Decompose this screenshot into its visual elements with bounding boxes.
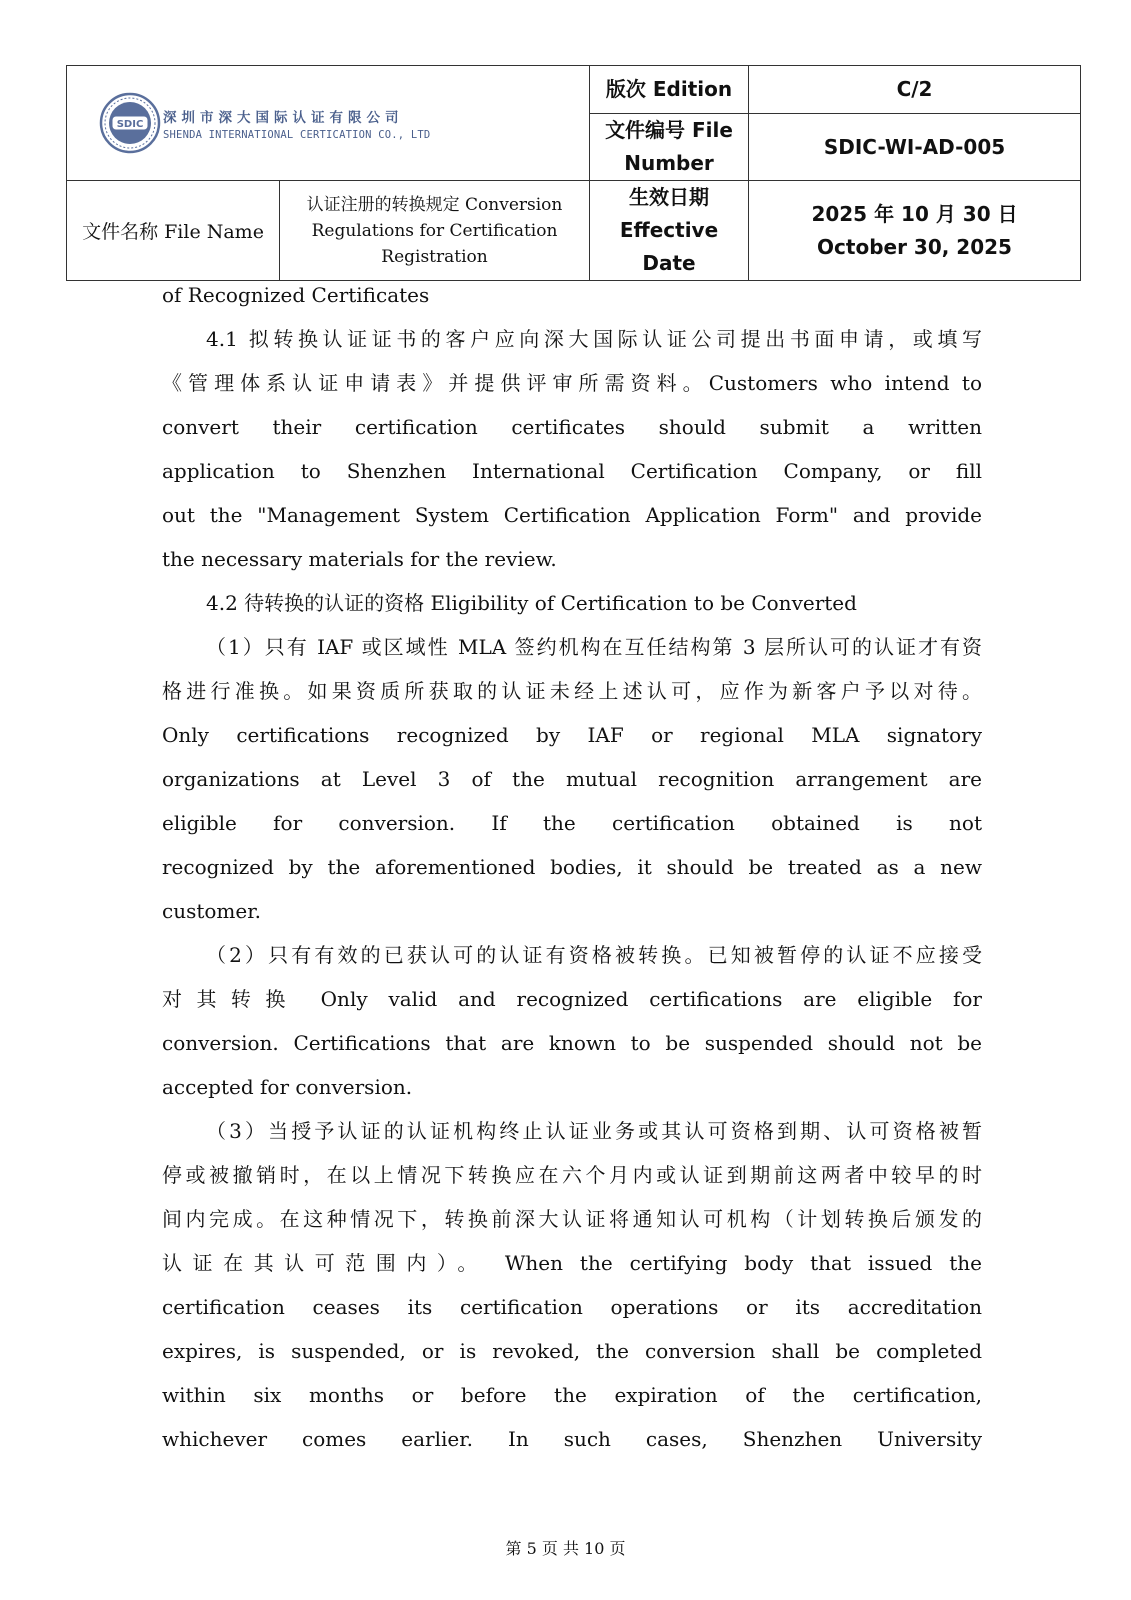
body-line: recognized by the aforementioned bodies, it should be treated as a new (162, 855, 982, 879)
company-name-cn: 深圳市深大国际认证有限公司 (163, 109, 404, 126)
body-line: accepted for conversion. (162, 1075, 413, 1099)
effective-date-label-line1: 生效日期 (629, 185, 710, 209)
body-line: eligible for conversion. If the certification obtained is not (162, 811, 982, 835)
logo-text: SDIC (116, 119, 144, 130)
body-line: out the "Management System Certification Application Form" and provide (162, 503, 982, 527)
body-line: organizations at Level 3 of the mutual recognition arrangement are (162, 767, 982, 791)
body-line: of Recognized Certificates (162, 283, 430, 307)
body-line: 4.1 拟转换认证证书的客户应向深大国际认证公司提出书面申请，或填写 (206, 327, 982, 351)
body-line: within six months or before the expiration of the certification, (162, 1383, 982, 1407)
effective-date-value (749, 181, 1081, 281)
body-line: （1）只有 IAF 或区域性 MLA 签约机构在互任结构第 3 层所认可的认证才有资 (206, 635, 982, 659)
body-line: Only certifications recognized by IAF or regional MLA signatory (162, 723, 982, 747)
edition-label: 版次 Edition (590, 66, 749, 114)
document-header-table (66, 65, 1081, 281)
body-line: 停或被撤销时，在以上情况下转换应在六个月内或认证到期前这两者中较早的时 (162, 1163, 982, 1187)
file-number-label-line2: Number (624, 151, 714, 175)
section-heading: 4.2 待转换的认证的资格 Eligibility of Certification to be Converted (206, 591, 857, 615)
effective-date-label-line2: Effective Date (619, 218, 719, 275)
file-name-line3: Registration (381, 246, 488, 267)
body-line: conversion. Certifications that are known to be suspended should not be (162, 1031, 982, 1055)
body-line: convert their certification certificates should submit a written (162, 415, 982, 439)
body-line: expires, is suspended, or is revoked, the conversion shall be completed (162, 1339, 982, 1363)
body-line: customer. (162, 899, 261, 923)
company-logo-icon (99, 92, 161, 154)
file-name-line1: 认证注册的转换规定 Conversion (306, 194, 563, 215)
body-line: the necessary materials for the review. (162, 547, 557, 571)
body-line: 格进行准换。如果资质所获取的认证未经上述认可，应作为新客户予以对待。 (162, 679, 982, 703)
body-line: 认证在其认可范围内）。 When the certifying body that issued the (162, 1251, 982, 1275)
effective-date-value-line1: 2025 年 10 月 30 日 (811, 201, 1018, 226)
file-number-label (590, 114, 749, 181)
body-line: 间内完成。在这种情况下，转换前深大认证将通知认可机构（计划转换后颁发的 (162, 1207, 982, 1231)
body-line: application to Shenzhen International Certification Company, or fill (162, 459, 982, 483)
body-line: （3）当授予认证的认证机构终止认证业务或其认可资格到期、认可资格被暂 (206, 1119, 982, 1143)
file-name-label: 文件名称 File Name (67, 181, 280, 281)
file-name-value (280, 181, 590, 281)
file-number-value: SDIC-WI-AD-005 (749, 114, 1081, 181)
body-line: 对其转换 Only valid and recognized certifications are eligible for (162, 987, 982, 1011)
file-name-line2: Regulations for Certification (311, 220, 558, 241)
company-logo-cell (67, 66, 590, 181)
company-name-en: SHENDA INTERNATIONAL CERTICATION CO., LTD (163, 128, 431, 141)
body-line: 《管理体系认证申请表》并提供评审所需资料。Customers who intend to (162, 371, 982, 395)
file-number-label-line1: 文件编号 File (605, 118, 733, 142)
body-line: whichever comes earlier. In such cases, Shenzhen University (162, 1427, 982, 1451)
body-line: certification ceases its certification operations or its accreditation (162, 1295, 982, 1319)
effective-date-value-line2: October 30, 2025 (817, 234, 1012, 259)
effective-date-label (590, 181, 749, 281)
page-number: 第 5 页 共 10 页 (505, 1539, 626, 1558)
body-line: （2）只有有效的已获认可的认证有资格被转换。已知被暂停的认证不应接受 (206, 943, 982, 967)
edition-value: C/2 (749, 66, 1081, 114)
